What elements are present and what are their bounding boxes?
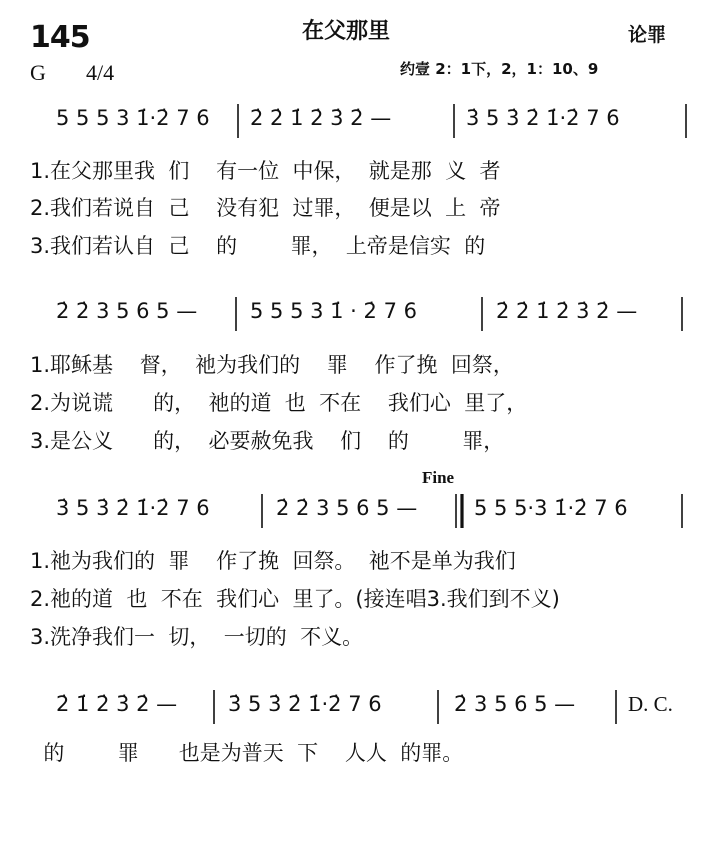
lyric-line: 3.是公义 的， 必要赦免我 们 的 罪， <box>30 429 505 453</box>
lyric-line: 1.耶稣基 督， 祂为我们的 罪 作了挽 回祭， <box>30 353 514 377</box>
hymn-number: 145 <box>30 20 90 55</box>
lyric-line: 3.我们若认自 己 的 罪， 上帝是信实 的 <box>30 234 486 258</box>
lyric-line: 2.祂的道 也 不在 我们心 里了。(接连唱3.我们到不义) <box>30 587 560 611</box>
staff-1-measure-2: 2̇ 2̇ 1̇ 2̇ 3̇ 2̇ — <box>250 106 392 130</box>
lyric-line: 2.为说谎 的， 祂的道 也 不在 我们心 里了， <box>30 391 528 415</box>
staff-2-measure-2: 5 5 5 3 1̇ · 2̇ 7 6 <box>250 299 417 323</box>
staff-1-measure-1: 5 5 5 3 1̇·2̇ 7 6 <box>56 106 210 130</box>
staff-1-measure-3: 3̇ 5 3̇ 2̇ 1̇·2̇ 7 6 <box>466 106 620 130</box>
dc-label: D. C. <box>628 692 673 716</box>
staff-1 <box>30 100 690 134</box>
hymn-category: 论罪 <box>628 24 667 46</box>
lyric-line: 的 罪 也是为普天 下 人人 的罪。 <box>30 741 464 765</box>
lyric-line: 2.我们若说自 己 没有犯 过罪， 便是以 上 帝 <box>30 196 501 220</box>
staff-3-measure-2: 2̇ 2̇ 3 5 6 5 — <box>276 496 418 520</box>
hymn-title: 在父那里 <box>302 19 391 44</box>
staff-4-measure-3: 2̇ 3 5 6 5 — <box>454 692 576 716</box>
staff-3-measure-3: 5 5 5·3 1̇·2̇ 7 6 <box>474 496 628 520</box>
staff-2-measure-3: 2̇ 2̇ 1̇ 2̇ 3̇ 2̇ — <box>496 299 638 323</box>
key-signature: G <box>30 60 46 85</box>
staff-2 <box>30 293 690 327</box>
staff-4 <box>30 686 690 720</box>
lyric-line: 1.祂为我们的 罪 作了挽 回祭。 祂不是单为我们 <box>30 549 516 573</box>
staff-3 <box>30 490 690 524</box>
lyric-line: 3.洗净我们一 切， 一切的 不义。 <box>30 625 364 649</box>
staff-4-measure-1: 2̇ 1̇ 2̇ 3̇ 2̇ — <box>56 692 178 716</box>
staff-4-measure-2: 3̇ 5 3̇ 2̇ 1̇·2̇ 7 6 <box>228 692 382 716</box>
staff-2-measure-1: 2̇ 2̇ 3 5 6 5 — <box>56 299 198 323</box>
lyric-line: 1.在父那里我 们 有一位 中保， 就是那 义 者 <box>30 159 501 183</box>
staff-3-measure-1: 3̇ 5 3̇ 2̇ 1̇·2̇ 7 6 <box>56 496 210 520</box>
scripture-reference: 约壹 2：1下，2，1：10、9 <box>400 60 599 78</box>
time-signature: 4/4 <box>86 60 115 85</box>
fine-label: Fine <box>422 468 455 487</box>
